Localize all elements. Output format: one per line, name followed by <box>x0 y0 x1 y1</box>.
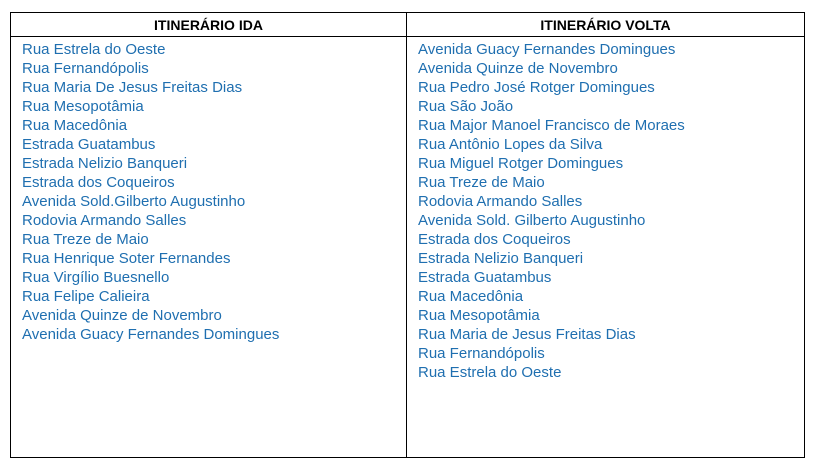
volta-street-list <box>407 40 804 382</box>
street-item: Rua Estrela do Oeste <box>418 364 562 381</box>
street-item: Rua Felipe Calieira <box>22 288 150 305</box>
street-item: Rua Macedônia <box>418 288 524 305</box>
street-item: Rua Fernandópolis <box>418 345 545 362</box>
street-item: Rua Macedônia <box>22 117 128 134</box>
street-item: Rua Pedro José Rotger Domingues <box>418 79 655 96</box>
street-item: Rua Mesopotâmia <box>418 307 540 324</box>
street-item: Avenida Quinze de Novembro <box>418 60 618 77</box>
street-item: Rua Antônio Lopes da Silva <box>418 136 603 153</box>
street-item: Estrada dos Coqueiros <box>22 174 175 191</box>
street-item: Avenida Quinze de Novembro <box>22 307 222 324</box>
header-row <box>11 13 805 37</box>
street-item: Avenida Guacy Fernandes Domingues <box>418 41 676 58</box>
street-item: Avenida Sold. Gilberto Augustinho <box>418 212 646 229</box>
street-item: Avenida Sold.Gilberto Augustinho <box>22 193 246 210</box>
volta-cell <box>407 37 805 458</box>
ida-street-list <box>11 40 406 344</box>
header-itinerario-ida: ITINERÁRIO IDA <box>11 13 407 37</box>
street-item: Rua Estrela do Oeste <box>22 41 166 58</box>
body-row <box>11 37 805 458</box>
street-item: Avenida Guacy Fernandes Domingues <box>22 326 280 343</box>
street-item: Rua Treze de Maio <box>418 174 545 191</box>
street-item: Rua Henrique Soter Fernandes <box>22 250 231 267</box>
street-item: Rua Maria de Jesus Freitas Dias <box>418 326 636 343</box>
street-item: Estrada Guatambus <box>22 136 156 153</box>
street-item: Rua Treze de Maio <box>22 231 149 248</box>
itinerary-table <box>10 12 805 458</box>
header-itinerario-volta: ITINERÁRIO VOLTA <box>407 13 805 37</box>
street-item: Rua Major Manoel Francisco de Moraes <box>418 117 685 134</box>
street-item: Rodovia Armando Salles <box>22 212 187 229</box>
street-item: Rua Maria De Jesus Freitas Dias <box>22 79 243 96</box>
street-item: Estrada dos Coqueiros <box>418 231 571 248</box>
street-item: Estrada Guatambus <box>418 269 552 286</box>
street-item: Rua Mesopotâmia <box>22 98 144 115</box>
street-item: Rua São João <box>418 98 514 115</box>
street-item: Estrada Nelizio Banqueri <box>22 155 188 172</box>
street-item: Rua Fernandópolis <box>22 60 149 77</box>
street-item: Rua Virgílio Buesnello <box>22 269 170 286</box>
street-item: Rodovia Armando Salles <box>418 193 583 210</box>
ida-cell <box>11 37 407 458</box>
street-item: Estrada Nelizio Banqueri <box>418 250 584 267</box>
street-item: Rua Miguel Rotger Domingues <box>418 155 624 172</box>
